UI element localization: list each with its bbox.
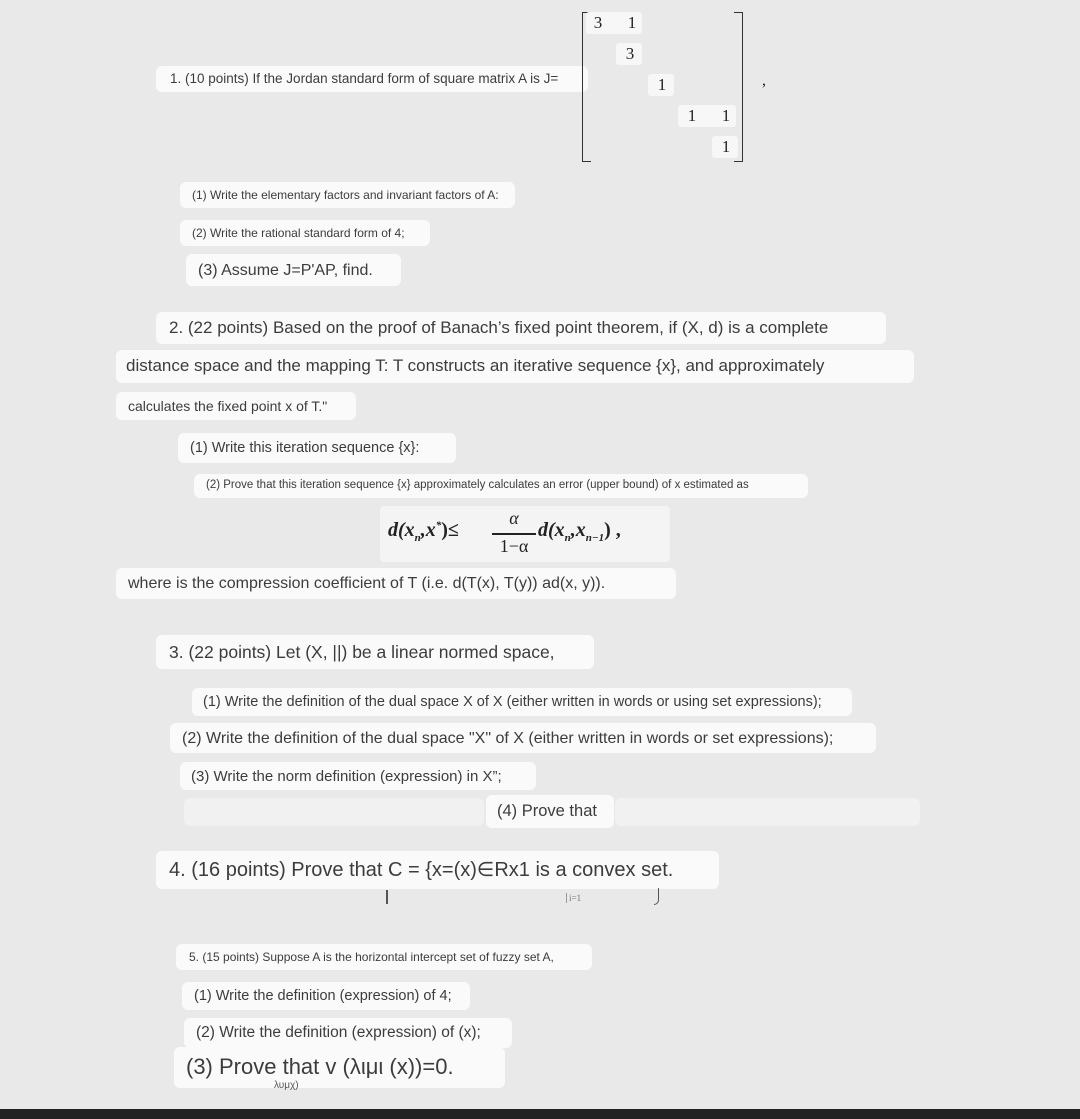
formula-lhs: d(x <box>388 519 415 541</box>
jordan-matrix <box>578 8 750 168</box>
faded-text-left <box>184 798 484 826</box>
formula-rhs-end: ) , <box>604 519 621 541</box>
q4-title: 4. (16 points) Prove that C = {x=(x)∈Rx1 is a convex set. <box>156 851 719 889</box>
q2-part-2: (2) Prove that this iteration sequence {x} approximately calculates an error (upper bound) of x estimated as <box>194 474 808 498</box>
q3-part-4: (4) Prove that <box>486 795 614 828</box>
q1-part-1: (1) Write the elementary factors and invariant factors of A: <box>180 182 515 208</box>
error-bound-formula <box>380 506 670 562</box>
formula-numerator: α <box>509 508 519 528</box>
fraction-bar <box>492 533 536 535</box>
matrix-left-bracket <box>582 12 591 162</box>
matrix-entry: 1 <box>627 13 637 32</box>
formula-lhs-superscript: * <box>435 519 442 532</box>
formula-lhs-subscript: n <box>414 532 421 544</box>
formula-rhs: d(x <box>538 519 565 541</box>
q5-title: 5. (15 points) Suppose A is the horizontal intercept set of fuzzy set A, <box>176 944 592 970</box>
q2-line-1: 2. (22 points) Based on the proof of Banach’s fixed point theorem, if (X, d) is a complete <box>156 312 886 344</box>
q2-part-1: (1) Write this iteration sequence {x}: <box>178 433 456 463</box>
formula-rhs-subscript-2: n−1 <box>585 532 605 544</box>
formula-lhs-mid: ,x <box>420 519 436 541</box>
q5-subscript-mark: λυμχ) <box>274 1080 299 1091</box>
q3-title: 3. (22 points) Let (X, ||) be a linear normed space, <box>156 635 594 669</box>
q4-right-brace-mark <box>654 888 659 905</box>
formula-lhs-end: )≤ <box>441 519 459 541</box>
q3-part-2: (2) Write the definition of the dual space "X" of X (either written in words or set expressions); <box>170 723 876 753</box>
q3-part-1: (1) Write the definition of the dual space X of X (either written in words or using set expressions); <box>192 688 852 716</box>
q3-part-3: (3) Write the norm definition (expression) in X”; <box>180 762 536 790</box>
matrix-entry: 1 <box>687 106 697 125</box>
q4-sum-index: i=1 <box>566 893 581 903</box>
matrix-entry: 1 <box>657 75 667 94</box>
q5-part-2: (2) Write the definition (expression) of (x); <box>184 1018 512 1048</box>
matrix-entry: 1 <box>721 106 731 125</box>
q1-part-3: (3) Assume J=P'AP, find. <box>186 254 401 286</box>
matrix-entry: 3 <box>625 44 635 63</box>
q2-where-line: where is the compression coefficient of T (i.e. d(T(x), T(y)) ad(x, y)). <box>116 568 676 599</box>
q5-part-3: (3) Prove that v (λιμι (x))=0. <box>174 1047 505 1088</box>
bottom-edge-bar <box>0 1109 1080 1119</box>
q1-intro: 1. (10 points) If the Jordan standard form of square matrix A is J= <box>156 66 588 92</box>
q2-line-2: distance space and the mapping T: T constructs an iterative sequence {x}, and approximately <box>116 350 914 383</box>
q1-part-2: (2) Write the rational standard form of 4; <box>180 220 430 246</box>
q4-left-brace-mark <box>386 890 388 904</box>
formula-rhs-subscript-1: n <box>564 532 571 544</box>
faded-text-right <box>615 798 920 826</box>
q2-line-3: calculates the fixed point x of T." <box>116 392 356 420</box>
matrix-entry: 1 <box>721 137 731 156</box>
formula-denominator: 1−α <box>499 536 529 556</box>
matrix-entry: 3 <box>593 13 603 32</box>
q5-part-1: (1) Write the definition (expression) of 4; <box>182 982 470 1010</box>
formula-rhs-mid: ,x <box>570 519 586 541</box>
matrix-trailing-comma: , <box>762 72 766 89</box>
